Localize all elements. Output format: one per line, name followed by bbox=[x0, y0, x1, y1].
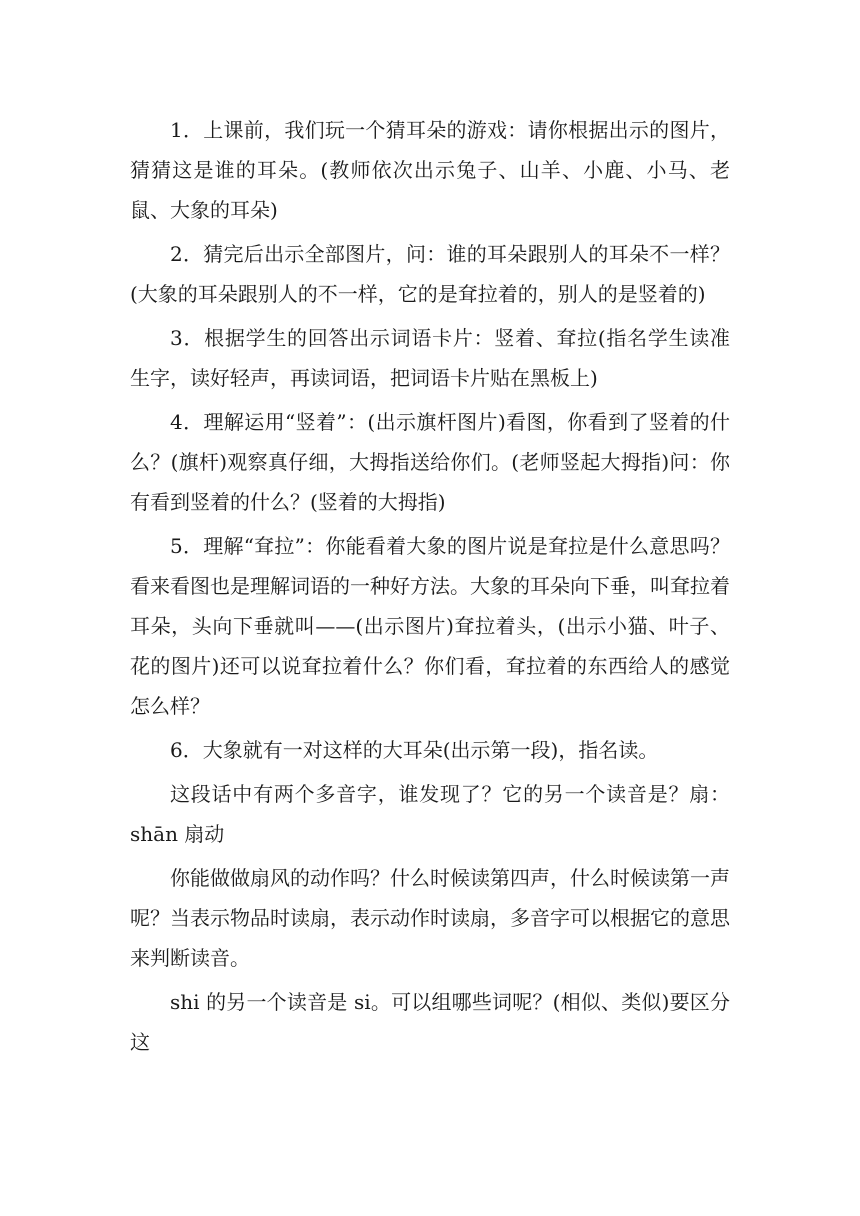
paragraph-9: shi 的另一个读音是 si。可以组哪些词呢？(相似、类似)要区分这 bbox=[130, 990, 730, 1054]
paragraph-4: 4．理解运用“竖着”：(出示旗杆图片)看图，你看到了竖着的什么？(旗杆)观察真仔细，大拇指送给你们。(老师竖起大拇指)问：你有看到竖着的什么？(竖着的大拇指) bbox=[130, 410, 730, 514]
paragraph-3: 3．根据学生的回答出示词语卡片：竖着、耷拉(指名学生读准生字，读好轻声，再读词语，把词语卡片贴在黑板上) bbox=[130, 326, 730, 390]
paragraph-5: 5．理解“耷拉”：你能看着大象的图片说是耷拉是什么意思吗？看来看图也是理解词语的一种好方法。大象的耳朵向下垂，叫耷拉着耳朵，头向下垂就叫——(出示图片)耷拉着头，(出示小猫、叶子、花的图片)还可以说耷拉着什么？你们看，耷拉着的东西给人的感觉怎么样？ bbox=[130, 534, 730, 718]
paragraph-7: 这段话中有两个多音字，谁发现了？它的另一个读音是？扇：shān 扇动 bbox=[130, 782, 730, 846]
paragraph-8: 你能做做扇风的动作吗？什么时候读第四声，什么时候读第一声呢？当表示物品时读扇，表示动作时读扇，多音字可以根据它的意思来判断读音。 bbox=[130, 866, 730, 970]
paragraph-6: 6．大象就有一对这样的大耳朵(出示第一段)，指名读。 bbox=[170, 738, 659, 762]
paragraph-1: 1．上课前，我们玩一个猜耳朵的游戏：请你根据出示的图片，猜猜这是谁的耳朵。(教师依次出示兔子、山羊、小鹿、小马、老鼠、大象的耳朵) bbox=[130, 118, 730, 222]
document-body bbox=[130, 110, 730, 1066]
paragraph-2: 2．猜完后出示全部图片，问：谁的耳朵跟别人的耳朵不一样？(大象的耳朵跟别人的不一样，它的是耷拉着的，别人的是竖着的) bbox=[130, 242, 730, 306]
